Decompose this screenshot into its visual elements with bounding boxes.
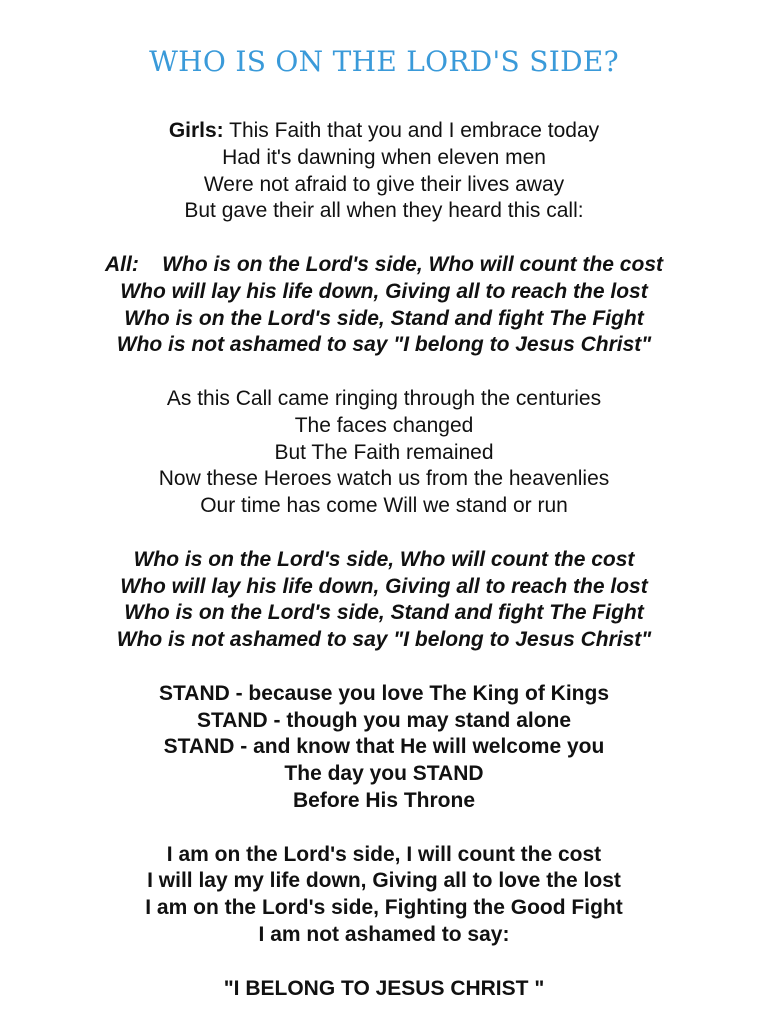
bridge-line: Before His Throne — [292, 788, 476, 812]
chorus-line: Who is on the Lord's side, Stand and fight The Fight — [124, 601, 644, 625]
bridge-line: STAND - because you love The King of Kings — [159, 681, 609, 705]
chorus-line: Who is not ashamed to say "I belong to Jesus Christ" — [116, 628, 652, 652]
final-line: I am not ashamed to say: — [258, 922, 510, 946]
verse-1 — [0, 118, 768, 225]
verse-line: But The Faith remained — [274, 440, 494, 464]
verse-line: Our time has come Will we stand or run — [200, 494, 568, 518]
final-line: I am on the Lord's side, Fighting the Good Fight — [145, 896, 623, 920]
speaker-label: All: — [105, 252, 139, 276]
chorus-line-text: Who is on the Lord's side, Who will count the cost — [138, 252, 663, 276]
song-title: WHO IS ON THE LORD'S SIDE? — [149, 45, 619, 78]
closing — [0, 976, 768, 1003]
chorus-line: Who is on the Lord's side, Who will count the cost — [133, 547, 635, 571]
final-line: I will lay my life down, Giving all to love the lost — [147, 869, 621, 893]
chorus-line: Who is not ashamed to say "I belong to Jesus Christ" — [116, 333, 652, 357]
chorus-line: Who is on the Lord's side, Stand and fight The Fight — [124, 306, 644, 330]
bridge-line: The day you STAND — [284, 762, 484, 786]
final-line: I am on the Lord's side, I will count the cost — [166, 842, 602, 866]
verse-line: Were not afraid to give their lives away — [203, 172, 565, 196]
chorus-line: Who will lay his life down, Giving all to reach the lost — [120, 574, 648, 598]
chorus-1 — [0, 252, 768, 359]
lyrics-body — [0, 118, 768, 1002]
bridge-line: STAND - and know that He will welcome you — [163, 735, 605, 759]
chorus-2 — [0, 547, 768, 654]
verse-line: But gave their all when they heard this call: — [184, 199, 584, 223]
verse-line: The faces changed — [294, 413, 474, 437]
final-chorus — [0, 842, 768, 949]
speaker-label: Girls: — [168, 119, 224, 142]
verse-line: Had it's dawning when eleven men — [222, 145, 546, 169]
verse-line — [0, 118, 768, 145]
verse-2 — [0, 386, 768, 520]
verse-line: Now these Heroes watch us from the heavenlies — [158, 467, 610, 491]
chorus-line — [0, 252, 768, 279]
verse-line: As this Call came ringing through the centuries — [166, 386, 602, 410]
verse-line-text: This Faith that you and I embrace today — [223, 119, 600, 142]
closing-line: "I BELONG TO JESUS CHRIST " — [223, 976, 545, 1000]
bridge — [0, 681, 768, 815]
bridge-line: STAND - though you may stand alone — [196, 708, 572, 732]
chorus-line: Who will lay his life down, Giving all to reach the lost — [120, 279, 648, 303]
